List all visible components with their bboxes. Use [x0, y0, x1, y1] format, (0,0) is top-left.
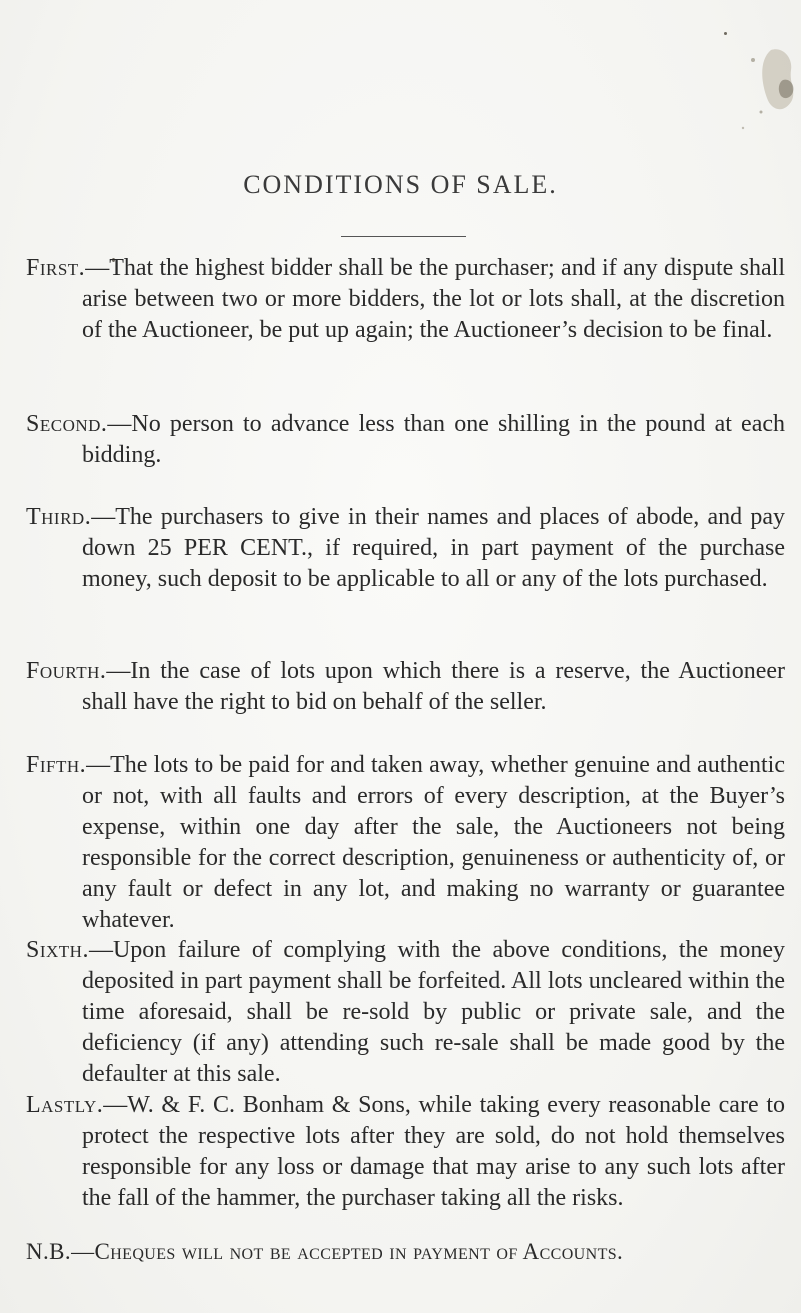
nota-bene-notice — [26, 1237, 785, 1267]
condition-lead: Third. — [26, 504, 92, 530]
condition-text: —That the highest bidder shall be the purchaser; and if any dispute shall arise between two or more bidders, the lot or lots shall, at the discretion of the Auctioneer, be put up again; the Auctioneer’s decision to be final. — [82, 255, 785, 343]
condition-lead: Sixth. — [26, 937, 89, 963]
nb-text: —Cheques will not be accepted in payment of Accounts. — [71, 1239, 624, 1264]
condition-text: —In the case of lots upon which there is a reserve, the Auctioneer shall have the right to bid on behalf of the seller. — [82, 658, 785, 715]
condition-lead: Fourth. — [26, 658, 107, 684]
condition-first — [0, 253, 801, 346]
nb-lead: N.B. — [26, 1239, 72, 1264]
condition-fifth — [0, 750, 801, 936]
condition-text: —The purchasers to give in their names and places of abode, and pay down 25 PER CENT., if required, in part payment of the purchase money, such deposit to be applicable to all or any of the lots purchased. — [82, 504, 785, 592]
condition-text: —No person to advance less than one shilling in the pound at each bidding. — [82, 411, 785, 468]
paper-stain-decoration — [731, 40, 801, 150]
condition-third — [0, 502, 801, 595]
condition-lastly — [0, 1090, 801, 1214]
condition-lead: Lastly. — [26, 1092, 104, 1118]
condition-text: —W. & F. C. Bonham & Sons, while taking every reasonable care to protect the respective lots after they are sold, do not hold themselves responsible for any loss or damage that may arise to any such lots after the fall of the hammer, the purchaser taking all the risks. — [82, 1092, 785, 1211]
title-divider — [341, 236, 466, 237]
condition-text: —The lots to be paid for and taken away, whether genuine and authentic or not, with all faults and errors of every description, at the Buyer’s expense, within one day after the sale, the Auctioneers not being responsible for the correct description, genuineness or authenticity of, or any fault or defect in any lot, and making no warranty or guarantee whatever. — [82, 752, 785, 933]
page-title: CONDITIONS OF SALE. — [243, 170, 558, 199]
condition-lead: Second. — [26, 411, 108, 437]
condition-fourth — [0, 656, 801, 718]
condition-lead: First. — [26, 255, 86, 281]
condition-second — [0, 409, 801, 471]
condition-lead: Fifth. — [26, 752, 87, 778]
condition-text: —Upon failure of complying with the above conditions, the money deposited in part payment shall be forfeited. All lots uncleared within the time aforesaid, shall be re-sold by public or private sale, and the deficiency (if any) attending such re-sale shall be made good by the defaulter at this sale. — [82, 937, 785, 1087]
condition-sixth — [0, 935, 801, 1090]
paper-speck — [724, 32, 727, 35]
